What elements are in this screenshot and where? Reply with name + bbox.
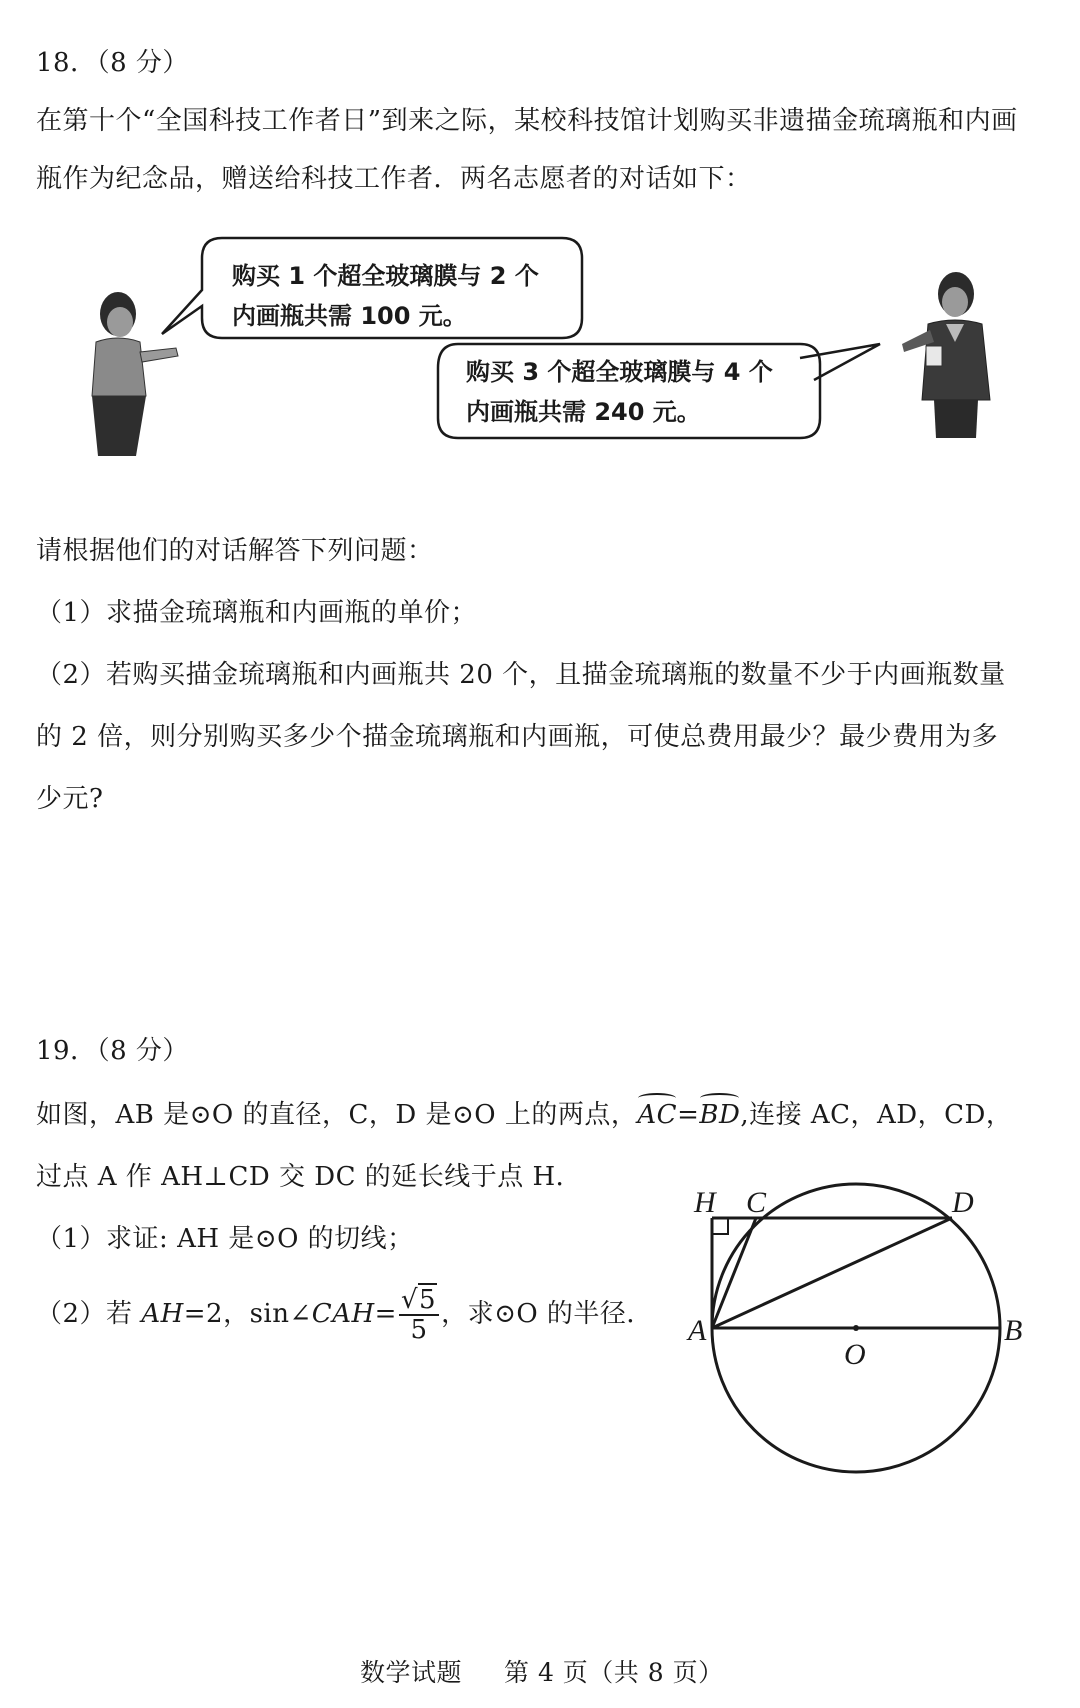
radical-sign: √ (400, 1285, 419, 1315)
fraction-sqrt5-over-5 (399, 1286, 439, 1344)
fraction-denominator: 5 (410, 1315, 428, 1345)
q19-part2 (36, 1284, 653, 1344)
bubble-1-line2: 内画瓶共需 100 元。 (232, 302, 467, 330)
q18-prompt: 请根据他们的对话解答下列问题： (36, 536, 434, 566)
var-ah: AH (141, 1299, 184, 1329)
bubble-1-line1: 购买 1 个超全玻璃膜与 2 个 (232, 262, 539, 290)
q19-intro-b: ,连接 AC，AD，CD， (740, 1100, 1013, 1130)
fraction-numerator: 5 (419, 1285, 437, 1315)
footer-page-number: 第 4 页（共 8 页） (504, 1658, 724, 1687)
q18-header: 18．（8 分） (36, 48, 189, 78)
circle-geometry-figure (680, 1176, 1040, 1492)
bubble-2-line2: 内画瓶共需 240 元。 (466, 398, 701, 426)
q19-part2-suffix: ，求⊙O 的半径． (441, 1299, 653, 1329)
q19-part2-prefix: （2）若 (36, 1299, 142, 1329)
q18-part2-line2: 的 2 倍，则分别购买多少个描金琉璃瓶和内画瓶，可使总费用最少？最少费用为多 (36, 722, 999, 752)
equals-sign: = (677, 1100, 700, 1130)
label-d: D (952, 1186, 974, 1219)
right-angle-mark (712, 1218, 728, 1234)
arc-ac: AC (637, 1100, 678, 1130)
q18-part2-line3: 少元? (36, 784, 104, 814)
label-a: A (688, 1314, 707, 1347)
center-point-o (853, 1325, 859, 1331)
label-c: C (746, 1186, 767, 1219)
male-volunteer-figure (902, 272, 990, 438)
q19-header: 19．（8 分） (36, 1036, 189, 1066)
q18-part2-line1: （2）若购买描金琉璃瓶和内画瓶共 20 个，且描金琉璃瓶的数量不少于内画瓶数量 (36, 660, 1006, 690)
q19-intro-a: 如图，AB 是⊙O 的直径，C，D 是⊙O 上的两点， (36, 1100, 638, 1130)
q19-line2: 过点 A 作 AH⊥CD 交 DC 的延长线于点 H． (36, 1162, 583, 1192)
q19-part1: （1）求证: AH 是⊙O 的切线； (36, 1224, 414, 1254)
arc-bd: BD (699, 1100, 741, 1130)
bubble-2-line1: 购买 3 个超全玻璃膜与 4 个 (466, 358, 773, 386)
footer-subject: 数学试题 (360, 1658, 463, 1687)
q18-intro-line1: 在第十个“全国科技工作者日”到来之际，某校科技馆计划购买非遗描金琉璃瓶和内画 (36, 106, 1018, 136)
q18-part1: （1）求描金琉璃瓶和内画瓶的单价； (36, 598, 478, 628)
q18-intro-line2: 瓶作为纪念品，赠送给科技工作者．两名志愿者的对话如下： (36, 164, 752, 194)
female-volunteer-figure (92, 292, 178, 456)
label-o: O (844, 1338, 866, 1371)
label-b: B (1004, 1314, 1023, 1347)
var-cah: CAH (311, 1299, 375, 1329)
q19-part2-sin: =2，sin∠ (183, 1299, 312, 1329)
q19-intro-line1 (36, 1098, 1012, 1132)
q19-part2-eq: = (374, 1299, 397, 1329)
label-h: H (694, 1186, 716, 1219)
